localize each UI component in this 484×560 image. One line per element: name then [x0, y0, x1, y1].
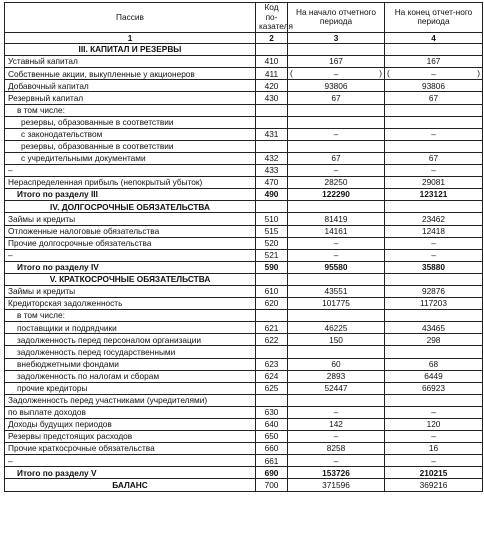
row-end-value: – [385, 249, 483, 261]
column-number: 3 [288, 32, 385, 44]
row-end-value: – [385, 406, 483, 418]
row-end-value: – [385, 237, 483, 249]
row-end-value: 117203 [385, 298, 483, 310]
row-label: БАЛАНС [5, 479, 256, 491]
table-row [5, 298, 483, 310]
row-end-value [385, 44, 483, 56]
row-code: 640 [256, 419, 288, 431]
row-start-value: 81419 [288, 213, 385, 225]
row-code: 622 [256, 334, 288, 346]
row-label: в том числе: [5, 104, 256, 116]
row-end-value: 66923 [385, 382, 483, 394]
column-number: 4 [385, 32, 483, 44]
row-start-value [288, 116, 385, 128]
row-label: Итого по разделу IV [5, 261, 256, 273]
table-row [5, 310, 483, 322]
table-row [5, 56, 483, 68]
row-end-value: – [385, 455, 483, 467]
row-code: 625 [256, 382, 288, 394]
open-paren: ( [387, 68, 390, 79]
row-start-value: 67 [288, 152, 385, 164]
row-code [256, 346, 288, 358]
row-code [256, 104, 288, 116]
row-label: внебюджетными фондами [5, 358, 256, 370]
row-end-value: 12418 [385, 225, 483, 237]
row-code: 630 [256, 406, 288, 418]
column-number: 2 [256, 32, 288, 44]
table-row [5, 140, 483, 152]
row-label: Займы и кредиты [5, 213, 256, 225]
row-code [256, 116, 288, 128]
header-start: На начало отчетного периода [288, 3, 385, 33]
row-code: 623 [256, 358, 288, 370]
table-row [5, 406, 483, 418]
row-end-value [385, 116, 483, 128]
row-code [256, 44, 288, 56]
row-end-value: 67 [385, 152, 483, 164]
row-start-value [288, 346, 385, 358]
row-code: 510 [256, 213, 288, 225]
row-end-value: – [385, 128, 483, 140]
row-start-value: – [288, 128, 385, 140]
row-start-value [288, 394, 385, 406]
row-end-value: 298 [385, 334, 483, 346]
row-code [256, 394, 288, 406]
table-row [5, 152, 483, 164]
row-end-value: 29081 [385, 177, 483, 189]
row-end-value [385, 273, 483, 285]
row-label: Займы и кредиты [5, 285, 256, 297]
row-start-value: – [288, 237, 385, 249]
row-end-value: 23462 [385, 213, 483, 225]
row-code [256, 140, 288, 152]
row-start-value: 153726 [288, 467, 385, 479]
liabilities-table [4, 2, 483, 492]
row-end-value: 16 [385, 443, 483, 455]
row-label: с законодательством [5, 128, 256, 140]
table-row [5, 334, 483, 346]
row-code: 624 [256, 370, 288, 382]
row-end-value: 92876 [385, 285, 483, 297]
row-start-value: – [288, 455, 385, 467]
table-row [5, 201, 483, 213]
row-start-value [288, 273, 385, 285]
row-start-value: 371596 [288, 479, 385, 491]
row-code: 590 [256, 261, 288, 273]
row-end-value [385, 346, 483, 358]
row-code: 661 [256, 455, 288, 467]
row-start-value: – [288, 431, 385, 443]
row-label: Добавочный капитал [5, 80, 256, 92]
row-end-value: 35880 [385, 261, 483, 273]
row-label: по выплате доходов [5, 406, 256, 418]
table-row [5, 479, 483, 491]
row-start-value: 60 [288, 358, 385, 370]
row-label: Отложенные налоговые обязательства [5, 225, 256, 237]
row-label: Прочие краткосрочные обязательства [5, 443, 256, 455]
row-code: 620 [256, 298, 288, 310]
close-paren: ) [477, 68, 480, 79]
row-end-value: 123121 [385, 189, 483, 201]
balance-sheet-liabilities [4, 2, 482, 492]
table-row [5, 394, 483, 406]
row-start-value [288, 201, 385, 213]
row-code: 410 [256, 56, 288, 68]
table-row [5, 455, 483, 467]
row-label: задолженность перед государственными [5, 346, 256, 358]
table-row [5, 358, 483, 370]
row-start-value: 95580 [288, 261, 385, 273]
row-code: 431 [256, 128, 288, 140]
row-start-value [288, 68, 385, 80]
row-code: 490 [256, 189, 288, 201]
row-label: задолженность перед персоналом организации [5, 334, 256, 346]
row-label: Резервный капитал [5, 92, 256, 104]
row-label: задолженность по налогам и сборам [5, 370, 256, 382]
table-row [5, 467, 483, 479]
value: – [431, 68, 436, 79]
table-row [5, 346, 483, 358]
row-label: в том числе: [5, 310, 256, 322]
row-end-value: 43465 [385, 322, 483, 334]
row-label: IV. ДОЛГОСРОЧНЫЕ ОБЯЗАТЕЛЬСТВА [5, 201, 256, 213]
table-row [5, 370, 483, 382]
row-start-value: – [288, 165, 385, 177]
row-label: – [5, 165, 256, 177]
row-start-value: 167 [288, 56, 385, 68]
row-start-value: 46225 [288, 322, 385, 334]
table-row [5, 225, 483, 237]
row-label: Собственные акции, выкупленные у акционеров [5, 68, 256, 80]
header-code: Код по-казателя [256, 3, 288, 33]
value: – [333, 68, 339, 79]
row-label: Прочие долгосрочные обязательства [5, 237, 256, 249]
row-label: III. КАПИТАЛ И РЕЗЕРВЫ [5, 44, 256, 56]
row-code: 610 [256, 285, 288, 297]
row-end-value: 167 [385, 56, 483, 68]
table-row [5, 213, 483, 225]
table-row [5, 68, 483, 80]
row-label: Резервы предстоящих расходов [5, 431, 256, 443]
table-row [5, 261, 483, 273]
row-code: 650 [256, 431, 288, 443]
row-end-value: 210215 [385, 467, 483, 479]
table-row [5, 382, 483, 394]
row-end-value: 67 [385, 92, 483, 104]
row-label: резервы, образованные в соответствии [5, 140, 256, 152]
row-code [256, 310, 288, 322]
row-start-value: 150 [288, 334, 385, 346]
row-label: – [5, 249, 256, 261]
row-end-value [385, 310, 483, 322]
row-start-value [288, 140, 385, 152]
header-name: Пассив [5, 3, 256, 33]
row-label: поставщики и подрядчики [5, 322, 256, 334]
row-start-value: – [288, 406, 385, 418]
row-code: 700 [256, 479, 288, 491]
row-code: 433 [256, 165, 288, 177]
row-start-value: 43551 [288, 285, 385, 297]
row-code: 515 [256, 225, 288, 237]
row-start-value: 52447 [288, 382, 385, 394]
table-row [5, 116, 483, 128]
row-code [256, 273, 288, 285]
row-end-value: 93806 [385, 80, 483, 92]
row-end-value: – [385, 431, 483, 443]
row-code: 621 [256, 322, 288, 334]
row-start-value [288, 44, 385, 56]
row-code: 430 [256, 92, 288, 104]
row-start-value: 14161 [288, 225, 385, 237]
row-end-value [385, 140, 483, 152]
row-start-value: 2893 [288, 370, 385, 382]
table-row [5, 285, 483, 297]
row-label: Задолженность перед участниками (учредителями) [5, 394, 256, 406]
table-row [5, 249, 483, 261]
row-end-value [385, 201, 483, 213]
row-label: Доходы будущих периодов [5, 419, 256, 431]
row-label: V. КРАТКОСРОЧНЫЕ ОБЯЗАТЕЛЬСТВА [5, 273, 256, 285]
row-start-value: 142 [288, 419, 385, 431]
row-label: – [5, 455, 256, 467]
row-label: прочие кредиторы [5, 382, 256, 394]
row-end-value: 68 [385, 358, 483, 370]
row-label: Нераспределенная прибыль (непокрытый убыток) [5, 177, 256, 189]
table-row [5, 419, 483, 431]
row-start-value: 8258 [288, 443, 385, 455]
row-code: 520 [256, 237, 288, 249]
table-row [5, 431, 483, 443]
open-paren: ( [290, 68, 293, 79]
table-row [5, 443, 483, 455]
row-code: 521 [256, 249, 288, 261]
row-start-value [288, 310, 385, 322]
row-label: с учредительными документами [5, 152, 256, 164]
row-end-value: 6449 [385, 370, 483, 382]
row-end-value [385, 104, 483, 116]
table-row [5, 237, 483, 249]
row-label: Итого по разделу III [5, 189, 256, 201]
row-start-value [288, 104, 385, 116]
row-start-value: 122290 [288, 189, 385, 201]
row-code: 470 [256, 177, 288, 189]
row-label: Итого по разделу V [5, 467, 256, 479]
row-code: 432 [256, 152, 288, 164]
row-start-value: 67 [288, 92, 385, 104]
row-code: 420 [256, 80, 288, 92]
row-end-value: – [385, 165, 483, 177]
header-end: На конец отчет-ного периода [385, 3, 483, 33]
column-number-row [5, 32, 483, 44]
table-row [5, 92, 483, 104]
table-row [5, 177, 483, 189]
table-row [5, 128, 483, 140]
column-number: 1 [5, 32, 256, 44]
table-row [5, 165, 483, 177]
table-row [5, 80, 483, 92]
row-label: Уставный капитал [5, 56, 256, 68]
row-start-value: 28250 [288, 177, 385, 189]
table-row [5, 322, 483, 334]
table-body [5, 44, 483, 491]
table-header-row [5, 3, 483, 33]
row-start-value: 93806 [288, 80, 385, 92]
row-code: 411 [256, 68, 288, 80]
row-start-value: 101775 [288, 298, 385, 310]
table-row [5, 189, 483, 201]
row-label: Кредиторская задолженность [5, 298, 256, 310]
close-paren: ) [379, 68, 382, 79]
row-end-value: 120 [385, 419, 483, 431]
row-end-value [385, 68, 483, 80]
row-end-value [385, 394, 483, 406]
row-code: 690 [256, 467, 288, 479]
table-row [5, 273, 483, 285]
row-start-value: – [288, 249, 385, 261]
row-end-value: 369216 [385, 479, 483, 491]
row-code [256, 201, 288, 213]
row-code: 660 [256, 443, 288, 455]
table-row [5, 104, 483, 116]
row-label: резервы, образованные в соответствии [5, 116, 256, 128]
table-row [5, 44, 483, 56]
